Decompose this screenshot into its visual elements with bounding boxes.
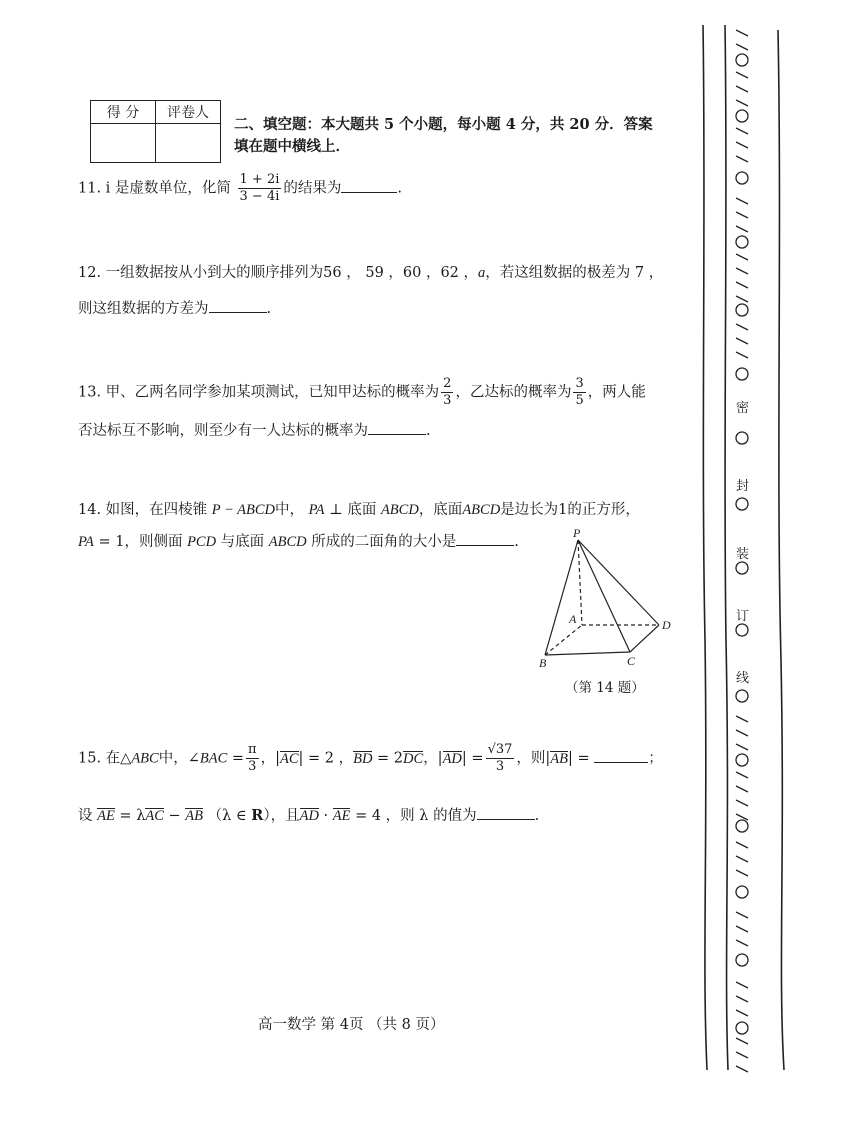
q13-fraction-2 bbox=[573, 376, 585, 409]
question-12-line-2 bbox=[78, 299, 271, 319]
vector-AD: AD bbox=[442, 750, 462, 767]
section-header-line1: 二、填空题：本大题共 5 个小题，每小题 4 分，共 20 分．答案 bbox=[234, 116, 653, 133]
binding-dash bbox=[736, 352, 748, 358]
binding-hole bbox=[736, 1022, 748, 1034]
binding-dash bbox=[736, 72, 748, 78]
q15-line2-c: − bbox=[163, 808, 186, 824]
binding-dash bbox=[736, 870, 748, 876]
binding-dash bbox=[736, 198, 748, 204]
binding-mark-seal: 密 bbox=[736, 401, 750, 416]
q12-text-1: 一组数据按从小到大的顺序排列为56 ， 59 ，60 ，62 ， bbox=[105, 265, 479, 281]
q14-end: . bbox=[514, 534, 519, 550]
q15-pi: π bbox=[248, 742, 257, 757]
question-13 bbox=[78, 376, 646, 409]
q14-text-1: 如图，在四棱锥 bbox=[105, 502, 208, 518]
q13-end: . bbox=[426, 423, 431, 439]
binding-mark-staple: 订 bbox=[736, 609, 750, 624]
binding-dash bbox=[736, 282, 748, 288]
binding-dash bbox=[736, 856, 748, 862]
binding-mark-envelope: 封 bbox=[736, 479, 750, 494]
q14-text-4: ，底面 bbox=[418, 502, 463, 518]
question-15 bbox=[78, 742, 663, 775]
edge-CD bbox=[630, 625, 659, 652]
label-A: A bbox=[569, 612, 577, 626]
q14-pcd: PCD bbox=[187, 534, 217, 550]
q14-pa: PA bbox=[308, 502, 325, 518]
binding-hole bbox=[736, 820, 748, 832]
q15-three: 3 bbox=[248, 759, 257, 774]
edge-PB bbox=[545, 540, 578, 655]
q12-var-a: a bbox=[478, 265, 486, 281]
q15-text-10: | = bbox=[568, 750, 590, 767]
binding-dash bbox=[736, 44, 748, 50]
vector-AB-2: AB bbox=[185, 808, 204, 824]
q13-f2-denominator: 5 bbox=[575, 393, 584, 408]
binding-hole bbox=[736, 432, 748, 444]
binding-line-right bbox=[778, 30, 784, 1070]
binding-line-middle bbox=[725, 25, 728, 1070]
q15-pi-fraction bbox=[246, 742, 259, 775]
q15-end-2: . bbox=[534, 808, 540, 824]
q15-line2-b: = λ bbox=[114, 808, 146, 824]
binding-dash bbox=[736, 786, 748, 792]
binding-dash bbox=[736, 912, 748, 918]
vector-AC: AC bbox=[279, 750, 299, 767]
binding-hole bbox=[736, 304, 748, 316]
q15-three-2: 3 bbox=[495, 759, 505, 774]
question-11 bbox=[78, 172, 402, 205]
binding-dash bbox=[736, 940, 748, 946]
label-B: B bbox=[539, 656, 547, 670]
label-D: D bbox=[662, 618, 671, 632]
binding-hole bbox=[736, 562, 748, 574]
binding-dash bbox=[736, 338, 748, 344]
grader-cell[interactable] bbox=[156, 124, 221, 163]
binding-line-left bbox=[703, 25, 707, 1070]
q15-sqrt-fraction bbox=[486, 742, 515, 775]
binding-margin bbox=[698, 20, 793, 1075]
vector-AE-2: AE bbox=[332, 808, 351, 824]
q13-f1-numerator: 2 bbox=[443, 376, 452, 391]
q15-text-9: ，则| bbox=[516, 750, 551, 767]
edge-PA bbox=[578, 540, 582, 625]
binding-dash bbox=[736, 842, 748, 848]
q11-fraction bbox=[238, 172, 282, 205]
vector-AB: AB bbox=[550, 750, 569, 767]
q15-line2-e: ），且 bbox=[263, 808, 300, 824]
q13-number: 13. bbox=[78, 384, 102, 401]
q14-line2-text-c: 与底面 bbox=[220, 534, 265, 550]
binding-dash bbox=[736, 1066, 748, 1072]
binding-dash bbox=[736, 716, 748, 722]
q15-dot: · bbox=[318, 808, 333, 824]
q13-f1-denominator: 3 bbox=[443, 393, 452, 408]
q12-end: . bbox=[266, 301, 272, 317]
q13-line-2-text: 否达标互不影响，则至少有一人达标的概率为 bbox=[78, 423, 368, 439]
grader-label: 评卷人 bbox=[156, 101, 221, 124]
q11-text-2: 的结果为 bbox=[283, 180, 342, 197]
binding-dash bbox=[736, 86, 748, 92]
binding-hole bbox=[736, 368, 748, 380]
q15-end-1: ； bbox=[648, 750, 663, 767]
q15-line2-a: 设 bbox=[78, 808, 93, 824]
binding-dash bbox=[736, 1010, 748, 1016]
binding-mark-bind: 装 bbox=[736, 547, 750, 562]
q11-denominator: 3 − 4i bbox=[239, 189, 280, 204]
q14-text-2: 中， bbox=[275, 502, 305, 518]
binding-hole bbox=[736, 886, 748, 898]
edge-PD bbox=[578, 540, 659, 625]
binding-hole bbox=[736, 498, 748, 510]
q12-text-1b: ，若这组数据的极差为 7 ， bbox=[485, 265, 664, 281]
q11-text: i 是虚数单位，化简 bbox=[105, 180, 231, 197]
q11-number: 11. bbox=[78, 180, 102, 197]
binding-dash bbox=[736, 254, 748, 260]
q15-answer-blank-1[interactable] bbox=[594, 750, 648, 763]
binding-dash bbox=[736, 156, 748, 162]
q15-text-7: ，| bbox=[423, 750, 443, 767]
question-13-line-2 bbox=[78, 421, 431, 441]
edge-AB bbox=[545, 625, 582, 655]
edge-PC bbox=[578, 540, 630, 652]
q15-text-1: 在△ bbox=[105, 750, 132, 767]
binding-hole bbox=[736, 754, 748, 766]
vector-AD-2: AD bbox=[299, 808, 319, 824]
q14-answer-blank[interactable] bbox=[456, 533, 514, 546]
q14-number: 14. bbox=[78, 502, 102, 518]
q11-numerator: 1 + 2i bbox=[239, 172, 280, 187]
section-header bbox=[234, 114, 653, 158]
q13-f2-numerator: 3 bbox=[575, 376, 584, 391]
binding-dash bbox=[736, 142, 748, 148]
q11-answer-blank[interactable] bbox=[341, 180, 397, 193]
q15-text-5: | = 2 ， bbox=[298, 750, 354, 767]
section-header-line2: 填在题中横线上． bbox=[234, 138, 350, 155]
vector-DC: DC bbox=[403, 750, 424, 767]
q15-angle: BAC bbox=[199, 750, 228, 767]
binding-dash bbox=[736, 212, 748, 218]
binding-dash bbox=[736, 268, 748, 274]
pyramid-figure bbox=[535, 525, 685, 675]
binding-mark-line: 线 bbox=[736, 671, 750, 686]
question-14 bbox=[78, 500, 640, 520]
score-table bbox=[90, 100, 221, 163]
q15-reals: R bbox=[251, 807, 264, 824]
binding-hole bbox=[736, 954, 748, 966]
vector-AE: AE bbox=[97, 808, 115, 824]
q13-text-1: 甲、乙两名同学参加某项测试，已知甲达标的概率为 bbox=[105, 384, 440, 401]
q14-line2-text-d: 所成的二面角的大小是 bbox=[311, 534, 457, 550]
binding-dash bbox=[736, 1038, 748, 1044]
q14-abcd: ABCD bbox=[380, 502, 419, 518]
q15-text-8: | = bbox=[461, 750, 484, 767]
q14-line2-text-b: = 1，则侧面 bbox=[93, 534, 183, 550]
q15-text-4: ，| bbox=[260, 750, 280, 767]
q15-number: 15. bbox=[78, 750, 102, 767]
binding-dash bbox=[736, 800, 748, 806]
q14-abcd-2: ABCD bbox=[462, 502, 501, 518]
q15-text-3: = bbox=[227, 750, 245, 767]
vector-AC-2: AC bbox=[145, 808, 164, 824]
q15-sqrt37: √37 bbox=[487, 742, 513, 757]
q14-abcd-3: ABCD bbox=[268, 534, 307, 550]
binding-dash bbox=[736, 226, 748, 232]
question-12 bbox=[78, 263, 663, 283]
score-cell[interactable] bbox=[91, 124, 156, 163]
binding-dash bbox=[736, 772, 748, 778]
binding-hole bbox=[736, 236, 748, 248]
binding-hole bbox=[736, 54, 748, 66]
q15-line2-d: （λ ∈ bbox=[207, 808, 252, 824]
q15-text-6: = 2 bbox=[372, 750, 404, 767]
q11-end: . bbox=[397, 180, 402, 197]
binding-dash bbox=[736, 100, 748, 106]
page-footer: 高一数学 第 4页 （共 8 页） bbox=[258, 1017, 445, 1033]
label-C: C bbox=[627, 654, 636, 668]
score-label: 得 分 bbox=[91, 101, 156, 124]
q15-triangle: ABC bbox=[131, 750, 159, 767]
q15-text-2: 中，∠ bbox=[158, 750, 200, 767]
q13-text-3: ，两人能 bbox=[587, 384, 646, 401]
binding-dash bbox=[736, 324, 748, 330]
binding-dash bbox=[736, 814, 748, 820]
q14-pyramid: P − ABCD bbox=[211, 502, 276, 518]
q15-line2-f: = 4 ，则 λ 的值为 bbox=[350, 808, 477, 824]
q14-pa-2: PA bbox=[78, 534, 94, 550]
q13-fraction-1 bbox=[441, 376, 453, 409]
binding-dash bbox=[736, 128, 748, 134]
binding-dash bbox=[736, 30, 748, 36]
binding-dash bbox=[736, 744, 748, 750]
binding-dash bbox=[736, 926, 748, 932]
figure-caption: （第 14 题） bbox=[565, 680, 645, 696]
q13-text-2: ，乙达标的概率为 bbox=[455, 384, 572, 401]
binding-dash bbox=[736, 996, 748, 1002]
q15-answer-blank-2[interactable] bbox=[477, 807, 535, 820]
q14-text-3: ⊥ 底面 bbox=[324, 502, 377, 518]
edge-BC bbox=[545, 652, 630, 655]
binding-hole bbox=[736, 110, 748, 122]
question-15-line-2 bbox=[78, 806, 539, 826]
binding-hole bbox=[736, 172, 748, 184]
label-P: P bbox=[573, 526, 581, 540]
binding-dash bbox=[736, 1052, 748, 1058]
vector-BD: BD bbox=[353, 750, 373, 767]
q12-number: 12. bbox=[78, 265, 102, 281]
q13-answer-blank[interactable] bbox=[368, 422, 426, 435]
binding-dash bbox=[736, 730, 748, 736]
q14-text-5: 是边长为1的正方形， bbox=[500, 502, 640, 518]
binding-hole bbox=[736, 624, 748, 636]
binding-dash bbox=[736, 296, 748, 302]
binding-hole bbox=[736, 690, 748, 702]
question-14-line-2 bbox=[78, 532, 519, 552]
q12-text-2: 则这组数据的方差为 bbox=[78, 301, 209, 317]
binding-dash bbox=[736, 982, 748, 988]
q12-answer-blank[interactable] bbox=[209, 300, 267, 313]
